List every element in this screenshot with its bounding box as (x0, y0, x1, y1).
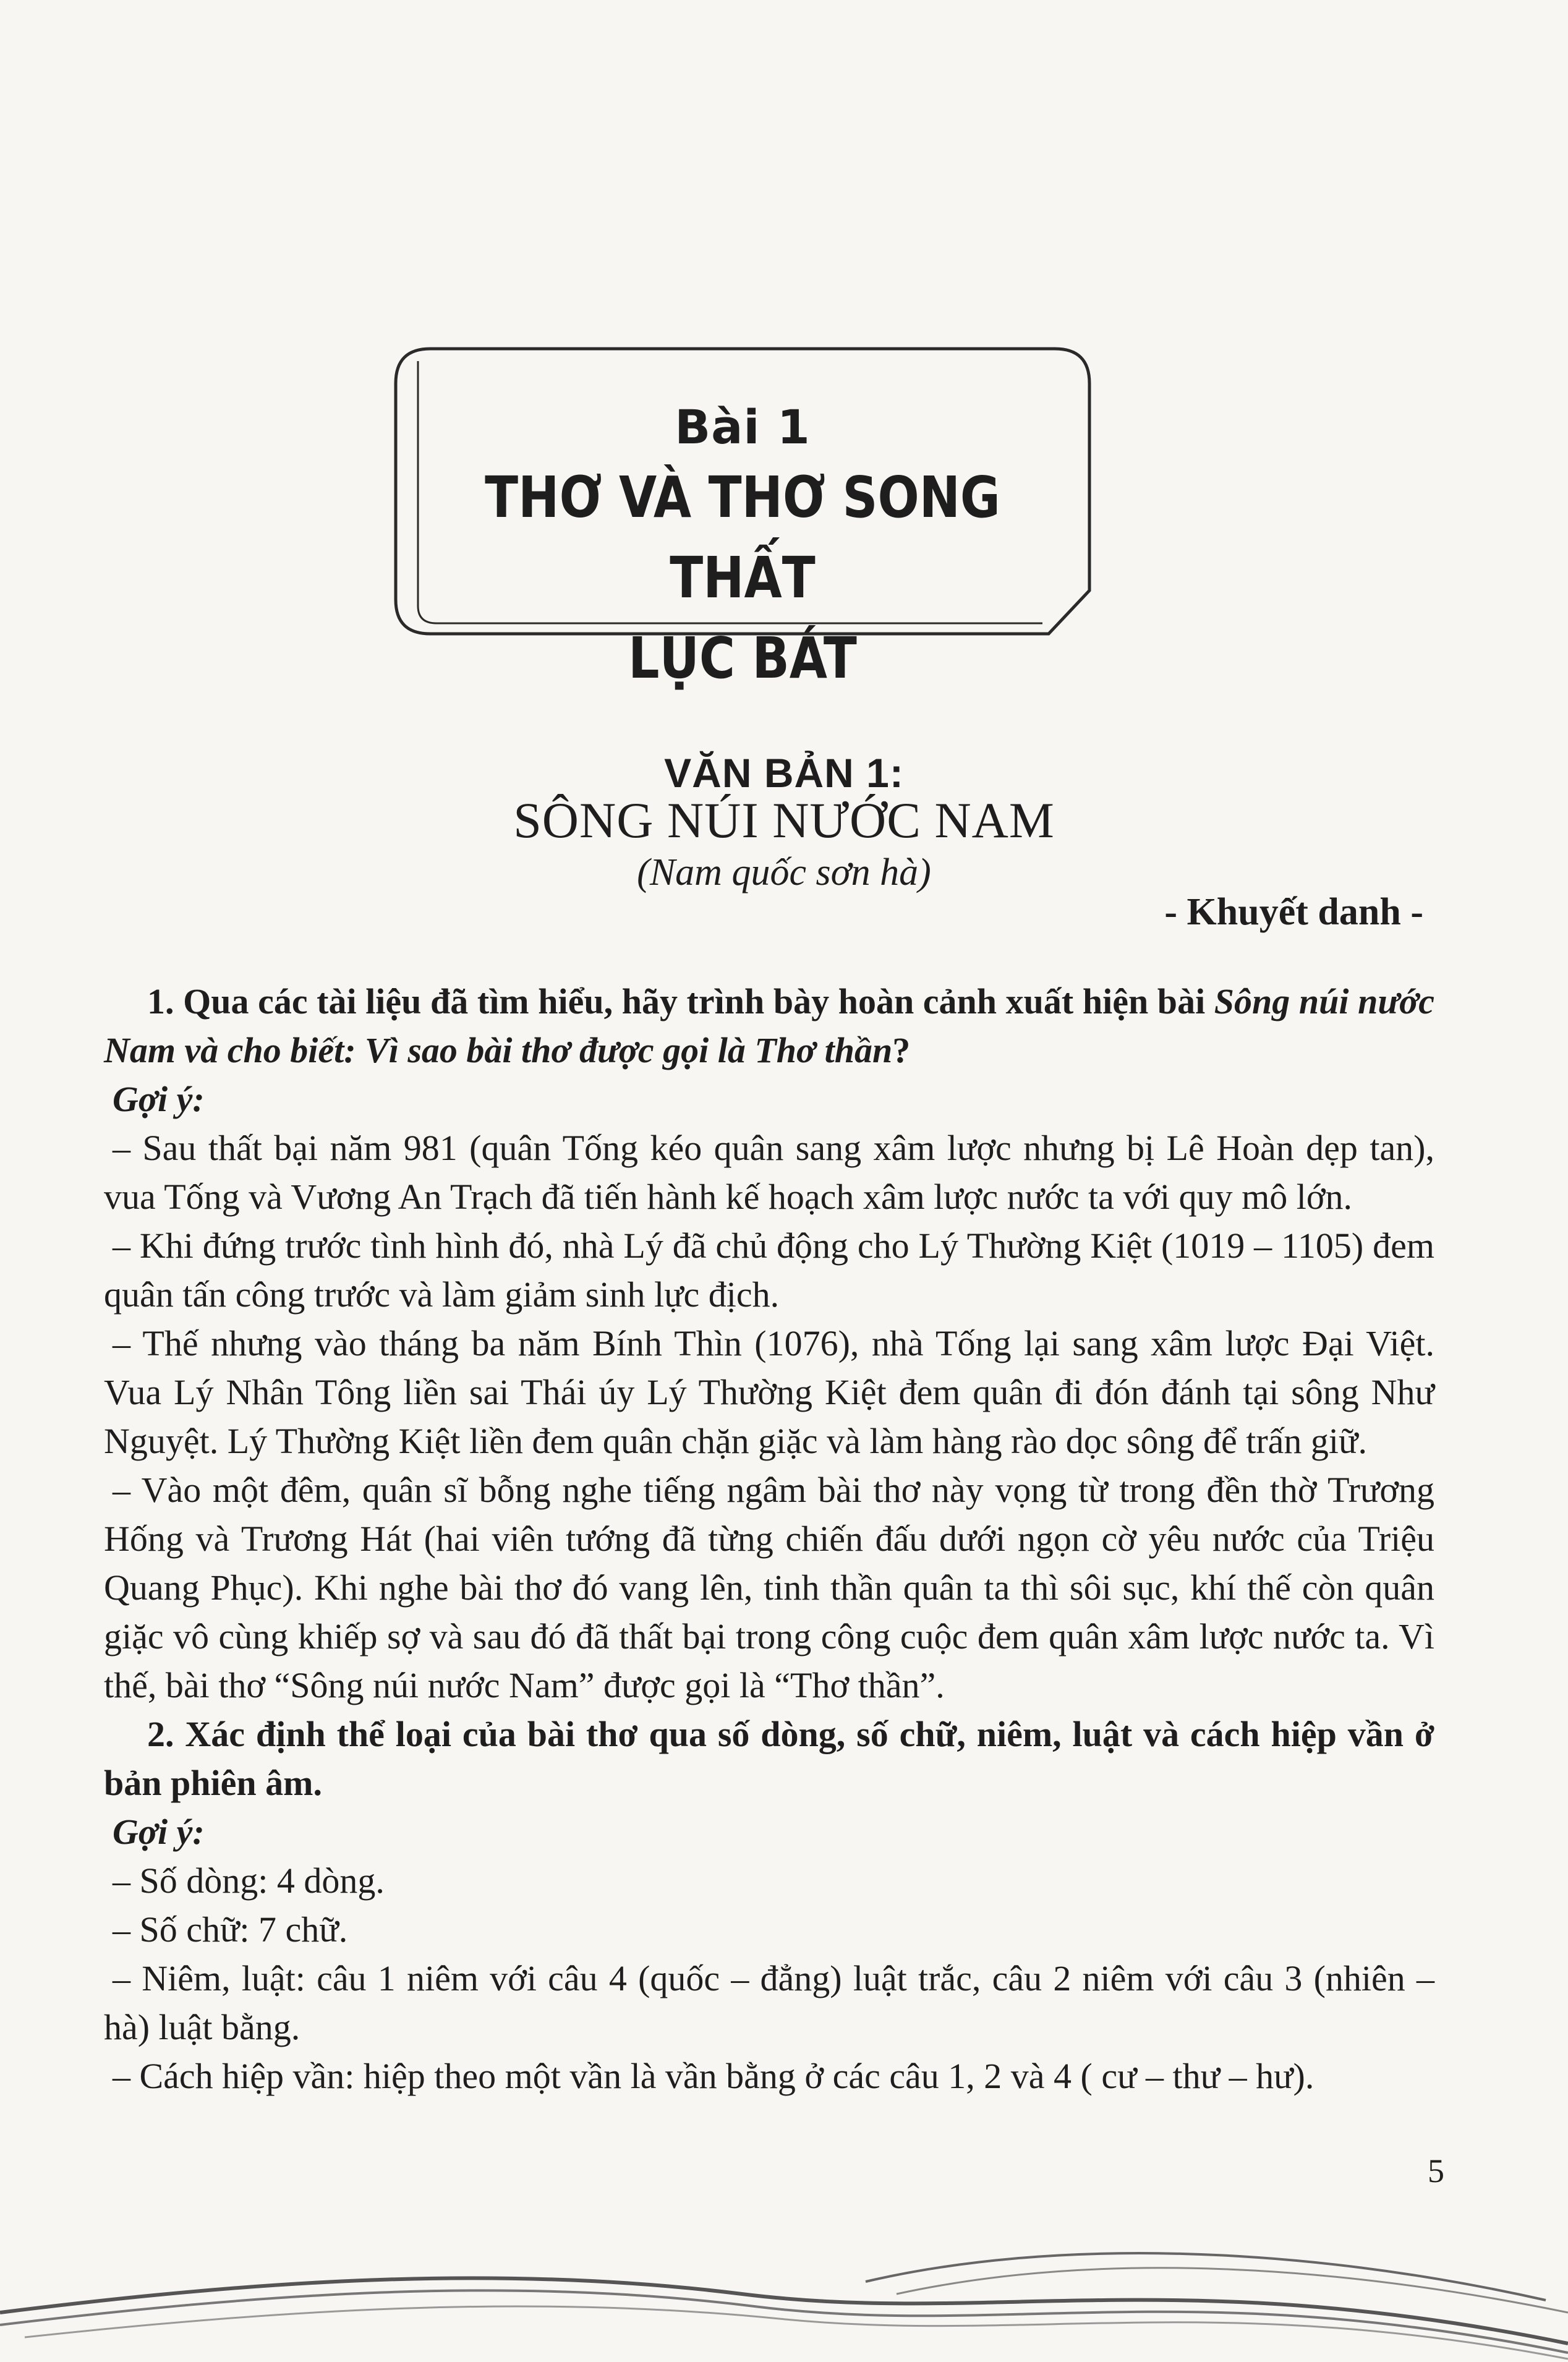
answer-1-item: – Thế nhưng vào tháng ba năm Bính Thìn (1076), nhà Tống lại sang xâm lược Đại Việt. Vua Lý Nhân Tông liền sai Thái úy Lý Thường Kiệt đem quân đi đón đánh tại sông Như Nguyệt. Lý Thường Kiệt liền đem quân chặn giặc và làm hàng rào dọc sông để trấn giữ. (104, 1323, 1434, 1461)
decorative-swoosh (0, 2189, 1568, 2362)
answer-1-item: – Sau thất bại năm 981 (quân Tống kéo quân sang xâm lược nhưng bị Lê Hoàn dẹp tan), vua Tống và Vương An Trạch đã tiến hành kế hoạch xâm lược nước ta với quy mô lớn. (104, 1128, 1434, 1217)
hint-label-1: Gợi ý: (113, 1079, 205, 1119)
page-number: 5 (1428, 2152, 1444, 2189)
answer-2-item: – Số chữ: 7 chữ. (113, 1909, 348, 1950)
answer-2-item: – Niêm, luật: câu 1 niêm với câu 4 (quốc – đẳng) luật trắc, câu 2 niêm với câu 3 (nhiên – hà) luật bằng. (104, 1958, 1434, 2047)
answer-1-item: – Khi đứng trước tình hình đó, nhà Lý đã chủ động cho Lý Thường Kiệt (1019 – 1105) đem quân tấn công trước và làm giảm sinh lực địch. (104, 1226, 1434, 1315)
answer-1-item: – Vào một đêm, quân sĩ bỗng nghe tiếng ngâm bài thơ này vọng từ trong đền thờ Trương Hống và Trương Hát (hai viên tướng đã từng chiến đấu dưới ngọn cờ yêu nước của Triệu Quang Phục). Khi nghe bài thơ đó vang lên, tinh thần quân ta thì sôi sục, khí thế còn quân giặc vô cùng khiếp sợ và sau đó đã thất bại trong công cuộc đem quân xâm lược nước ta. Vì thế, bài thơ “Sông núi nước Nam” được gọi là “Thơ thần”. (104, 1470, 1434, 1705)
lesson-title-line2: LỤC BÁT (628, 625, 857, 691)
question-1 (104, 977, 1434, 1075)
answer-2-item: – Số dòng: 4 dòng. (113, 1861, 385, 1901)
question-1-italic: Sông núi nước Nam và cho biết: Vì sao bài thơ được gọi là Thơ thần (104, 981, 1434, 1070)
text-subtitle: (Nam quốc sơn hà) (637, 851, 931, 893)
hint-label-2: Gợi ý: (113, 1812, 205, 1852)
question-1-suffix: ? (892, 1030, 911, 1070)
lesson-title-line1: THƠ VÀ THƠ SONG THẤT (485, 464, 1000, 611)
text-label: VĂN BẢN 1: (664, 750, 904, 796)
text-title: SÔNG NÚI NƯỚC NAM (513, 792, 1055, 848)
lesson-number: Bài 1 (675, 399, 811, 454)
content-body (104, 977, 1434, 2100)
lesson-title (458, 458, 1027, 699)
question-2: 2. Xác định thể loại của bài thơ qua số dòng, số chữ, niêm, luật và cách hiệp vần ở bản phiên âm. (104, 1714, 1434, 1803)
lesson-header-box (393, 346, 1092, 691)
answer-2-item: – Cách hiệp vần: hiệp theo một vần là vần bằng ở các câu 1, 2 và 4 ( cư – thư – hư). (113, 2056, 1314, 2096)
question-1-text: 1. Qua các tài liệu đã tìm hiểu, hãy trình bày hoàn cảnh xuất hiện bài (147, 981, 1214, 1021)
author: - Khuyết danh - (1164, 891, 1423, 933)
